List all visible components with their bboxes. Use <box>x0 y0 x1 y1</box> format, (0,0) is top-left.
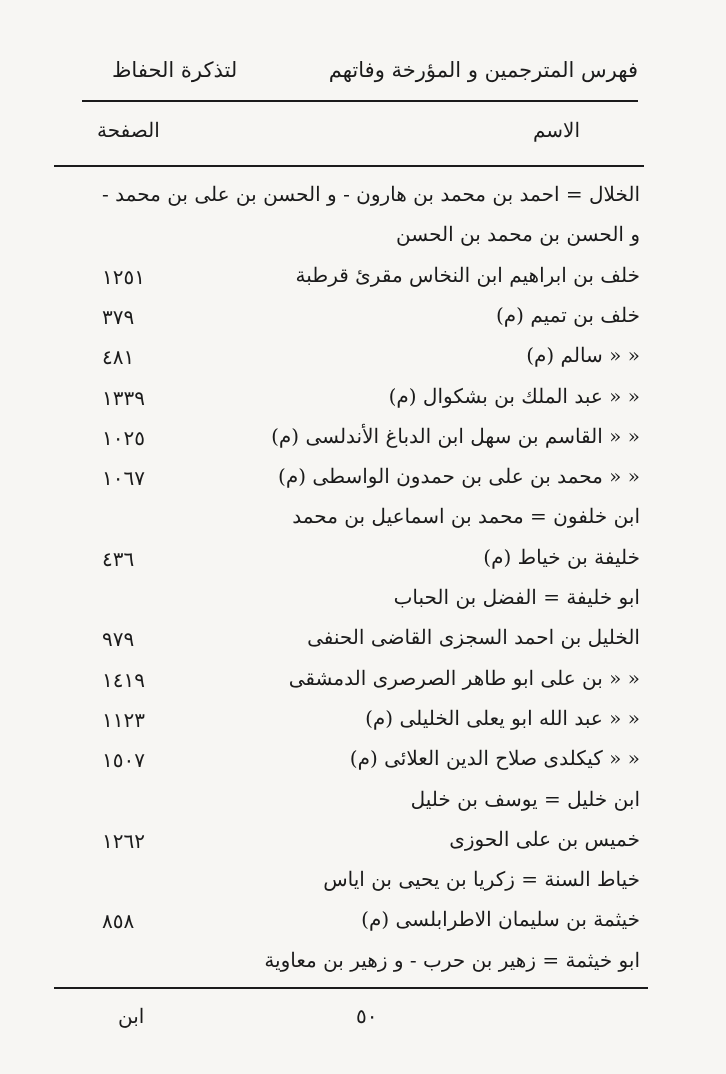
index-entry <box>60 581 640 621</box>
header-rule <box>82 100 638 102</box>
entry-name: « « بن على ابو طاهر الصرصرى الدمشقى <box>288 665 640 690</box>
index-entry <box>60 178 640 218</box>
entry-name: خلف بن تميم (م) <box>495 302 640 327</box>
entry-page-number: ١١٢٣ <box>102 707 145 732</box>
index-entry <box>60 500 640 540</box>
index-entry <box>60 823 640 863</box>
index-entry <box>60 662 640 702</box>
footer-rule <box>54 987 648 989</box>
entry-name: « « القاسم بن سهل ابن الدباغ الأندلسى (م) <box>271 423 640 448</box>
running-header-title: فهرس المترجمين و المؤرخة وفاتهم <box>328 58 638 82</box>
index-entry <box>60 259 640 299</box>
running-header-book-title: لتذكرة الحفاظ <box>112 58 238 82</box>
entry-name: و الحسن بن محمد بن الحسن <box>396 222 640 247</box>
entry-name: « « سالم (م) <box>526 343 640 368</box>
entry-page-number: ٤٨١ <box>102 345 135 370</box>
entry-page-number: ٨٥٨ <box>102 909 135 934</box>
index-entry <box>60 380 640 420</box>
index-entry <box>60 702 640 742</box>
entry-name: خميس بن على الحوزى <box>449 826 640 851</box>
index-entry <box>60 541 640 581</box>
index-entry <box>60 944 640 984</box>
entry-page-number: ١٥٠٧ <box>102 748 145 773</box>
index-entry <box>60 339 640 379</box>
index-entry <box>60 863 640 903</box>
entry-name: ابن خليل = يوسف بن خليل <box>410 786 640 811</box>
entry-name: « « محمد بن على بن حمدون الواسطى (م) <box>278 464 640 489</box>
entry-name: خلف بن ابراهيم ابن النخاس مقرئ قرطبة <box>295 262 640 287</box>
catchword: ابن <box>118 1004 145 1028</box>
entry-page-number: ١٤١٩ <box>102 667 145 692</box>
entry-page-number: ٤٣٦ <box>102 546 135 571</box>
entry-page-number: ١٣٣٩ <box>102 385 145 410</box>
entry-page-number: ١٠٦٧ <box>102 466 145 491</box>
entry-page-number: ١٢٦٢ <box>102 828 145 853</box>
entry-name: ابو خيثمة = زهير بن حرب - و زهير بن معاوية <box>264 947 640 972</box>
entry-page-number: ٣٧٩ <box>102 304 135 329</box>
entry-name: الخلال = احمد بن محمد بن هارون - و الحسن بن على بن محمد - <box>102 182 640 206</box>
entry-name: « « كيكلدى صلاح الدين العلائى (م) <box>349 746 640 771</box>
entry-name: « « عبد الله ابو يعلى الخليلى (م) <box>365 705 640 730</box>
entry-name: ابن خلفون = محمد بن اسماعيل بن محمد <box>292 504 640 529</box>
page-number: ٥٠ <box>356 1004 378 1028</box>
index-entry <box>60 621 640 661</box>
entry-page-number: ١٠٢٥ <box>102 425 145 450</box>
entry-name: خياط السنة = زكريا بن يحيى بن اياس <box>323 867 640 892</box>
index-entry <box>60 420 640 460</box>
entry-name: « « عبد الملك بن بشكوال (م) <box>388 383 640 408</box>
index-entry <box>60 299 640 339</box>
entry-name: ابو خليفة = الفضل بن الحباب <box>393 585 640 609</box>
entry-name: خليفة بن خياط (م) <box>483 544 640 569</box>
entry-name: الخليل بن احمد السجزى القاضى الحنفى <box>307 625 640 650</box>
index-entry <box>60 218 640 258</box>
index-entry <box>60 783 640 823</box>
index-entry <box>60 460 640 500</box>
entry-page-number: ١٢٥١ <box>102 264 145 289</box>
entry-name: خيثمة بن سليمان الاطرابلسى (م) <box>361 907 640 932</box>
column-heading-name: الاسم <box>532 118 580 142</box>
column-heading-page: الصفحة <box>97 118 160 142</box>
index-entry <box>60 903 640 943</box>
index-entry <box>60 742 640 782</box>
entry-page-number: ٩٧٩ <box>102 627 135 652</box>
column-heading-rule <box>54 165 644 167</box>
